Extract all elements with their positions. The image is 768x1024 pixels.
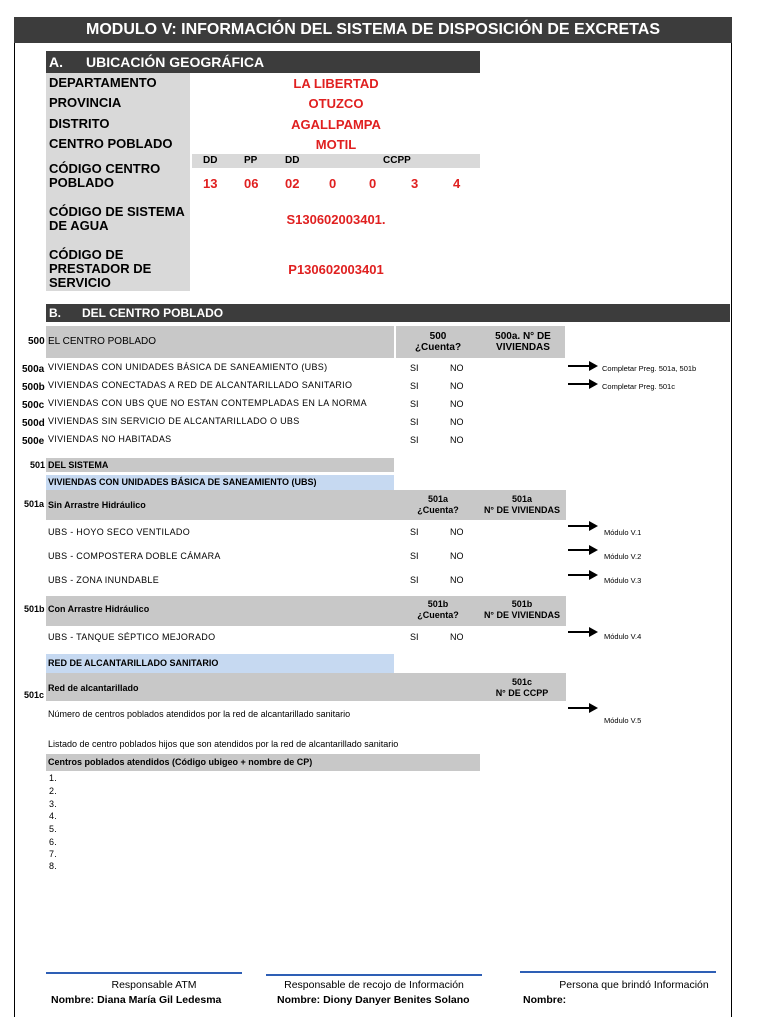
signature-line-recojo bbox=[266, 974, 482, 976]
section-a-title: UBICACIÓN GEOGRÁFICA bbox=[86, 54, 265, 70]
signature-role-persona: Persona que brindó Información bbox=[559, 979, 709, 991]
q501a-row3-si[interactable]: SI bbox=[410, 575, 419, 585]
code-header-dd: DD bbox=[203, 155, 218, 166]
list-item: 5. bbox=[49, 824, 58, 834]
q500c-num: 500c bbox=[22, 400, 45, 411]
q501c-col-ccpp: 501c N° DE CCPP bbox=[495, 677, 549, 698]
q501b-row1-si[interactable]: SI bbox=[410, 632, 419, 642]
label-distrito: DISTRITO bbox=[49, 116, 110, 131]
signature-role-recojo: Responsable de recojo de Información bbox=[284, 979, 464, 991]
q500a-num: 500a bbox=[22, 364, 45, 375]
label-departamento: DEPARTAMENTO bbox=[49, 75, 157, 90]
q500-col-viviendas: 500a. N° DE VIVIENDAS bbox=[495, 331, 551, 353]
arrow-right-icon bbox=[568, 361, 598, 371]
list-item: 3. bbox=[49, 799, 58, 809]
arrow-right-icon bbox=[568, 379, 598, 389]
q501-num: 501 bbox=[30, 460, 46, 470]
q500c-no[interactable]: NO bbox=[450, 399, 464, 409]
q501b-label: Con Arrastre Hidráulico bbox=[48, 604, 150, 614]
page-title: MODULO V: INFORMACIÓN DEL SISTEMA DE DISPOSICIÓN DE EXCRETAS bbox=[14, 17, 732, 43]
q500e-text: VIVIENDAS NO HABITADAS bbox=[48, 434, 172, 444]
value-codigo-prestador: P130602003401 bbox=[288, 262, 384, 277]
q501a-row3-text: UBS - ZONA INUNDABLE bbox=[48, 575, 160, 585]
value-departamento: LA LIBERTAD bbox=[293, 76, 379, 91]
label-codigo-cp: CÓDIGO CENTRO POBLADO bbox=[49, 161, 161, 190]
list-item: 8. bbox=[49, 861, 58, 871]
q500b-no[interactable]: NO bbox=[450, 381, 464, 391]
code-digit-2: 06 bbox=[244, 176, 259, 191]
arrow-right-icon bbox=[568, 570, 598, 580]
arrow-right-icon bbox=[568, 545, 598, 555]
q500b-text: VIVIENDAS CONECTADAS A RED DE ALCANTARILLADO SANITARIO bbox=[48, 380, 353, 390]
q501a-row1-text: UBS - HOYO SECO VENTILADO bbox=[48, 527, 191, 537]
list-item: 2. bbox=[49, 786, 58, 796]
red-label: RED DE ALCANTARILLADO SANITARIO bbox=[48, 658, 219, 668]
q501a-row1-si[interactable]: SI bbox=[410, 527, 419, 537]
q501b-num: 501b bbox=[24, 604, 45, 614]
signature-name-persona: Nombre: bbox=[523, 994, 567, 1006]
section-b-header bbox=[46, 304, 730, 322]
q501a-row3-no[interactable]: NO bbox=[450, 575, 464, 585]
q500a-si[interactable]: SI bbox=[410, 363, 419, 373]
arrow-right-icon bbox=[568, 703, 598, 713]
q501a-row3-note: Módulo V.3 bbox=[604, 576, 642, 585]
label-provincia: PROVINCIA bbox=[49, 95, 122, 110]
code-digit-3: 02 bbox=[285, 176, 300, 191]
signature-line-atm bbox=[46, 972, 242, 974]
code-digit-1: 13 bbox=[203, 176, 218, 191]
ubs-label: VIVIENDAS CON UNIDADES BÁSICA DE SANEAMIENTO (UBS) bbox=[48, 477, 317, 487]
code-header-pp: PP bbox=[244, 155, 258, 166]
atendidos-header: Centros poblados atendidos (Código ubigeo + nombre de CP) bbox=[48, 757, 313, 767]
list-item: 1. bbox=[49, 773, 58, 783]
signature-name-recojo: Nombre: Diony Danyer Benites Solano bbox=[277, 994, 470, 1006]
label-codigo-agua: CÓDIGO DE SISTEMA DE AGUA bbox=[49, 204, 185, 233]
q500c-si[interactable]: SI bbox=[410, 399, 419, 409]
q500a-no[interactable]: NO bbox=[450, 363, 464, 373]
arrow-right-icon bbox=[568, 627, 598, 637]
codigo-cp-header bbox=[192, 154, 480, 168]
q501a-col-viviendas: 501a N° DE VIVIENDAS bbox=[483, 494, 561, 515]
code-digit-4: 0 bbox=[329, 176, 337, 191]
q501b-col-cuenta: 501b ¿Cuenta? bbox=[417, 599, 459, 620]
q500a-text: VIVIENDAS CON UNIDADES BÁSICA DE SANEAMIENTO (UBS) bbox=[48, 362, 328, 372]
q501a-row2-text: UBS - COMPOSTERA DOBLE CÁMARA bbox=[48, 551, 221, 561]
q501a-num: 501a bbox=[24, 499, 45, 509]
value-codigo-agua: S130602003401. bbox=[286, 212, 386, 227]
section-a-header bbox=[46, 51, 480, 73]
q500d-text: VIVIENDAS SIN SERVICIO DE ALCANTARILLADO O UBS bbox=[48, 416, 300, 426]
signature-role-atm: Responsable ATM bbox=[111, 979, 197, 991]
value-provincia: OTUZCO bbox=[308, 96, 364, 111]
q500-num: 500 bbox=[28, 336, 45, 347]
q501b-row1-no[interactable]: NO bbox=[450, 632, 464, 642]
label-centro-poblado: CENTRO POBLADO bbox=[49, 136, 173, 151]
q501c-note: Módulo V.5 bbox=[604, 716, 642, 725]
q501a-row1-no[interactable]: NO bbox=[450, 527, 464, 537]
code-header-ccpp: CCPP bbox=[383, 155, 411, 166]
q500e-num: 500e bbox=[22, 436, 45, 447]
arrow-right-icon bbox=[568, 521, 598, 531]
listado-label: Listado de centro poblados hijos que son atendidos por la red de alcantarillado sanitario bbox=[48, 739, 399, 749]
section-b-title: DEL CENTRO POBLADO bbox=[82, 306, 224, 320]
q500c-text: VIVIENDAS CON UBS QUE NO ESTAN CONTEMPLADAS EN LA NORMA bbox=[48, 398, 367, 408]
q501c-label: Red de alcantarillado bbox=[48, 683, 139, 693]
code-digit-5: 0 bbox=[369, 176, 377, 191]
q500b-num: 500b bbox=[22, 382, 45, 393]
label-codigo-prestador: CÓDIGO DE PRESTADOR DE SERVICIO bbox=[49, 247, 152, 290]
q501b-row1-note: Módulo V.4 bbox=[604, 632, 642, 641]
q500e-no[interactable]: NO bbox=[450, 435, 464, 445]
list-item: 7. bbox=[49, 849, 58, 859]
q500a-note: Completar Preg. 501a, 501b bbox=[602, 364, 697, 373]
q501a-row2-note: Módulo V.2 bbox=[604, 552, 642, 561]
code-digit-7: 4 bbox=[453, 176, 461, 191]
q501a-col-cuenta: 501a ¿Cuenta? bbox=[417, 494, 459, 515]
q500e-si[interactable]: SI bbox=[410, 435, 419, 445]
q501b-row1-text: UBS - TANQUE SÉPTICO MEJORADO bbox=[48, 632, 216, 642]
q501a-row1-note: Módulo V.1 bbox=[604, 528, 642, 537]
value-centro-poblado: MOTIL bbox=[315, 137, 357, 152]
q500d-no[interactable]: NO bbox=[450, 417, 464, 427]
list-item: 6. bbox=[49, 837, 58, 847]
section-b-letter: B. bbox=[49, 306, 61, 320]
q501c-num: 501c bbox=[24, 690, 45, 700]
q501a-row2-no[interactable]: NO bbox=[450, 551, 464, 561]
q500-col-cuenta: 500 ¿Cuenta? bbox=[414, 331, 462, 353]
q501b-col-viviendas: 501b N° DE VIVIENDAS bbox=[483, 599, 561, 620]
list-item: 4. bbox=[49, 811, 58, 821]
value-distrito: AGALLPAMPA bbox=[291, 117, 381, 132]
section-a-letter: A. bbox=[49, 54, 63, 70]
signature-line-persona bbox=[520, 971, 716, 973]
q500-label: EL CENTRO POBLADO bbox=[48, 336, 156, 347]
code-header-dd2: DD bbox=[285, 155, 300, 166]
q501a-row2-si[interactable]: SI bbox=[410, 551, 419, 561]
code-digit-6: 3 bbox=[411, 176, 419, 191]
q500b-si[interactable]: SI bbox=[410, 381, 419, 391]
q500d-si[interactable]: SI bbox=[410, 417, 419, 427]
q500d-num: 500d bbox=[22, 418, 45, 429]
q501a-label: Sin Arrastre Hidráulico bbox=[48, 500, 146, 510]
q500b-note: Completar Preg. 501c bbox=[602, 382, 675, 391]
signature-name-atm: Nombre: Diana María Gil Ledesma bbox=[51, 994, 222, 1006]
q501c-question: Número de centros poblados atendidos por la red de alcantarillado sanitario bbox=[48, 709, 351, 719]
q501-label: DEL SISTEMA bbox=[48, 460, 109, 470]
